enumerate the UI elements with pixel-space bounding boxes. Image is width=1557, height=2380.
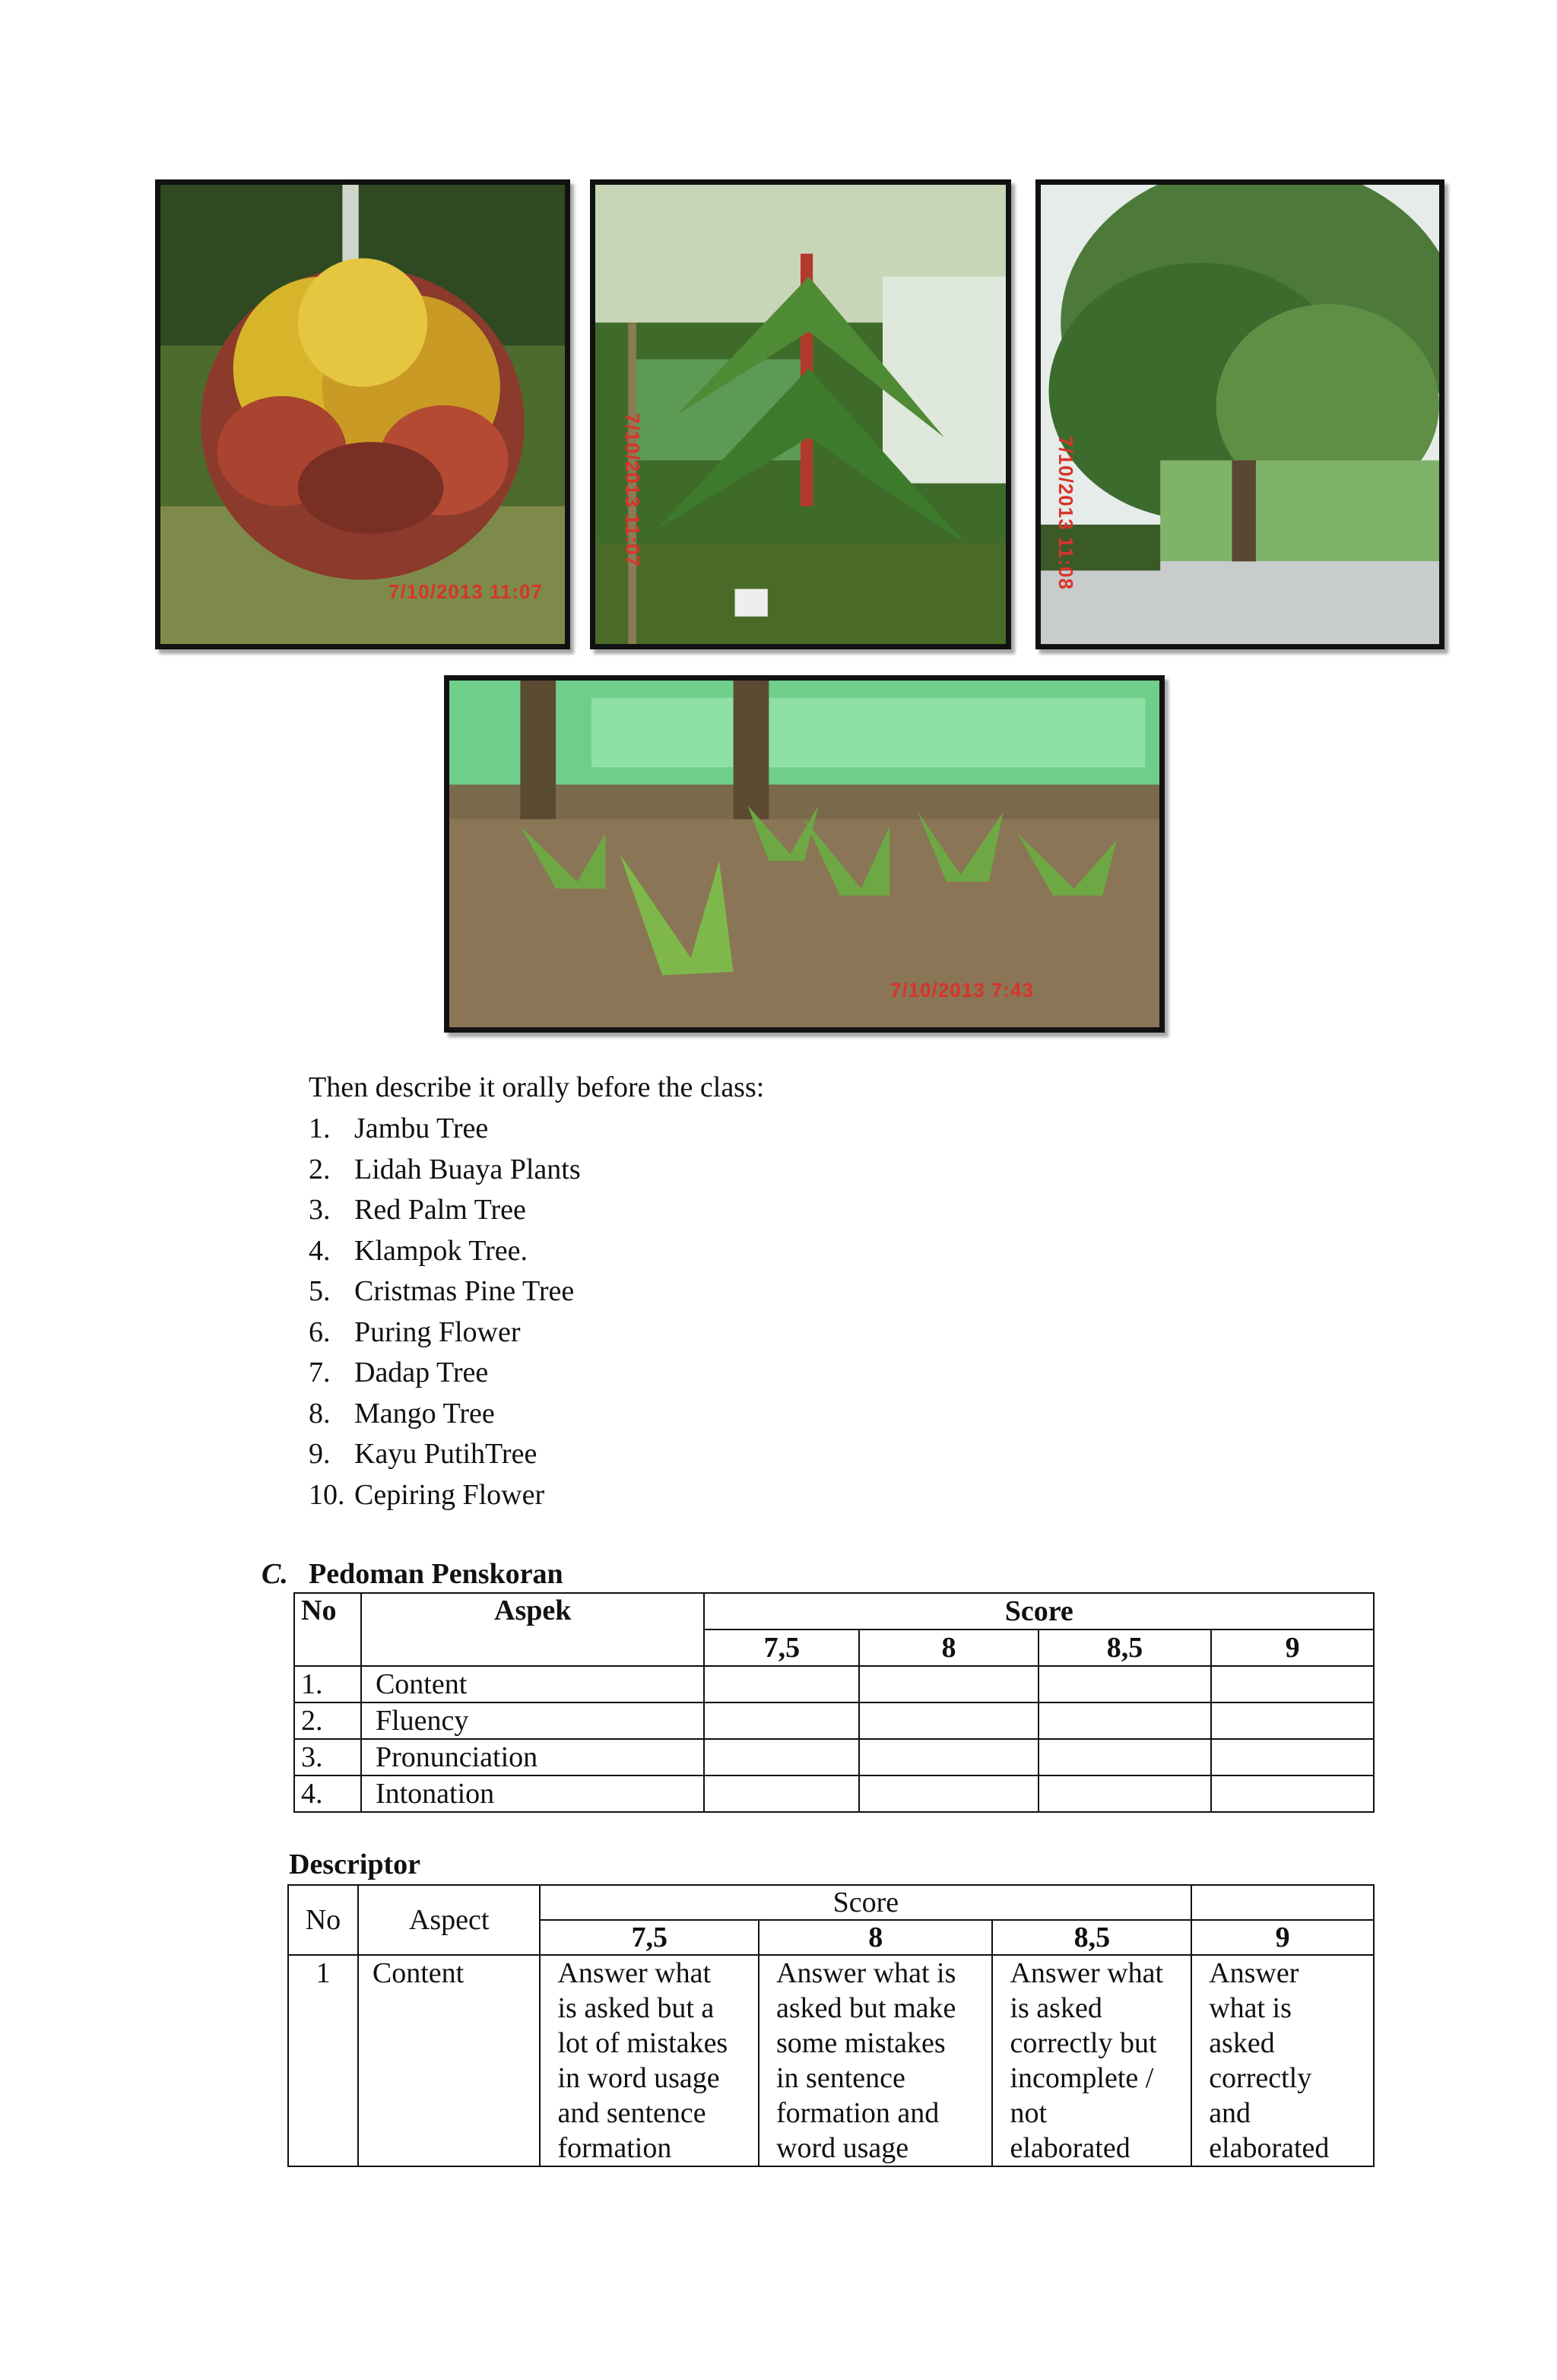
photo-red-palm-tree [590,179,1011,649]
list-item: 5. Cristmas Pine Tree [309,1275,575,1307]
descriptor-cell: Answer what is asked but make some mistakes in sentence formation and word usage [776,1957,956,2164]
header-score: Score [540,1885,1191,1920]
puring-plant-illustration [160,185,565,644]
section-letter: C. [262,1558,288,1590]
header-no: No [294,1593,361,1666]
score-col-header: 7,5 [704,1630,859,1666]
photo-date-stamp: 7/10/2013 7:43 [890,979,1034,1001]
table-row: 4. Intonation [294,1775,1374,1812]
list-item: 2. Lidah Buaya Plants [309,1153,581,1185]
score-col-header: 8,5 [992,1920,1191,1955]
score-col-header: 8,5 [1039,1630,1212,1666]
photo-date-stamp: 7/10/2013 11:07 [621,413,644,567]
aloe-garden-illustration [449,681,1159,1027]
score-col-header: 9 [1211,1630,1374,1666]
photo-date-stamp: 7/10/2013 11:07 [388,580,543,603]
header-score: Score [704,1593,1374,1630]
photo-jambu-tree [1035,179,1444,649]
score-col-header: 9 [1191,1920,1374,1955]
list-item: 10. Cepiring Flower [309,1478,545,1511]
score-col-header: 7,5 [540,1920,759,1955]
score-col-header: 8 [859,1630,1039,1666]
list-item: 1. Jambu Tree [309,1112,489,1144]
photo-date-stamp: 7/10/2013 11:08 [1054,436,1077,590]
plant-list [309,1109,581,1515]
list-item: 9. Kayu PutihTree [309,1438,537,1470]
header-no: No [288,1885,358,1955]
descriptor-cell: Answer what is asked but a lot of mistakes in word usage and sentence formation [557,1957,728,2164]
descriptor-cell: Answer what is asked correctly but incomplete / not elaborated [1010,1957,1164,2164]
photo-puring-plant [155,179,570,649]
table-row: 3. Pronunciation [294,1739,1374,1775]
list-item: 8. Mango Tree [309,1397,495,1430]
list-item: 4. Klampok Tree. [309,1234,528,1267]
header-aspek: Aspek [361,1593,705,1666]
instruction-text: Then describe it orally before the class: [309,1071,765,1103]
section-title: Pedoman Penskoran [309,1558,563,1590]
section-heading [262,1554,563,1595]
table-row: 1 Content Answer what is asked but a lot of mistakes in word usage and sentence formation Answer what is asked but make some mistakes in sentence formation and word usage Answer what is asked correctly but incomplete / not elaborated Answer what is asked correctly and elaborated [288,1955,1374,2166]
header-aspect: Aspect [358,1885,541,1955]
descriptor-table [287,1884,1375,2167]
table-row: 1. Content [294,1666,1374,1702]
descriptor-cell: Answer what is asked correctly and elaborated [1209,1957,1330,2164]
jambu-tree-illustration [1041,185,1439,644]
list-item: 7. Dadap Tree [309,1357,489,1388]
list-item: 6. Puring Flower [309,1315,521,1348]
table-row: 2. Fluency [294,1702,1374,1739]
descriptor-heading: Descriptor [289,1848,421,1880]
scoring-table [293,1592,1375,1813]
score-col-header: 8 [759,1920,992,1955]
red-palm-illustration [595,185,1006,644]
list-item: 3. Red Palm Tree [309,1194,526,1226]
photo-aloe-vera-garden [444,675,1165,1033]
